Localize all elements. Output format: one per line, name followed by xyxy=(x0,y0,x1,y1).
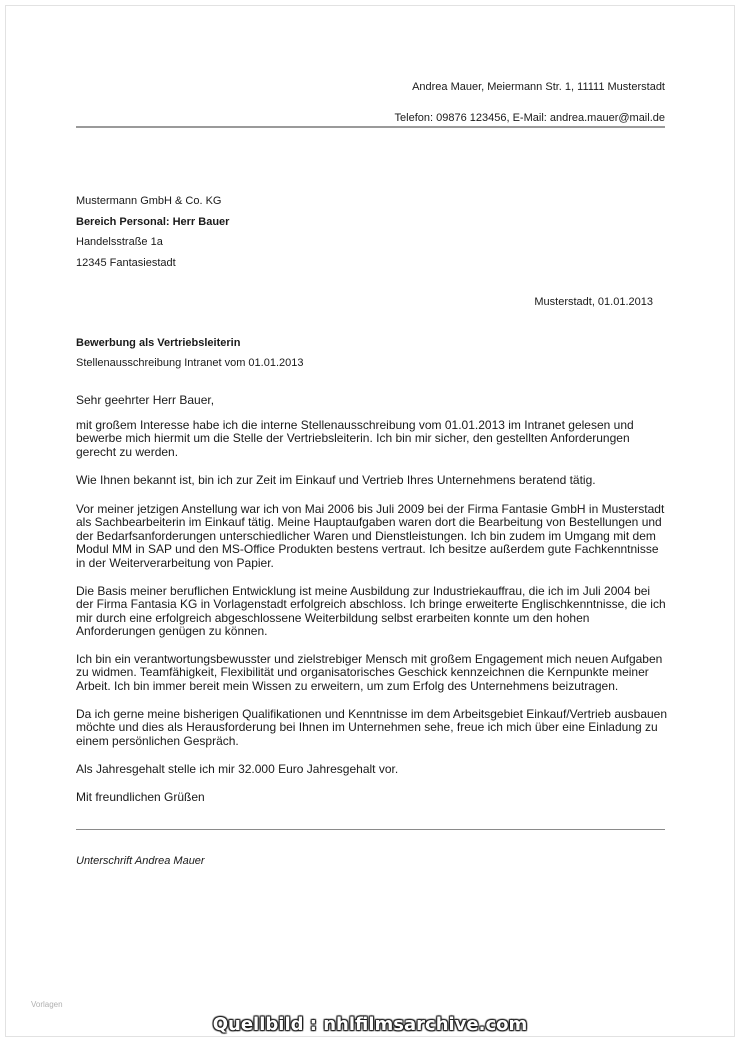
paragraph-previous-job: Vor meiner jetzigen Anstellung war ich von Mai 2006 bis Juli 2009 bei der Firma Fantasie GmbH in Musterstadt als Sachbearbeiterin im Einkauf tätig. Meine Hauptaufgaben waren dort die Bearbeitung von Bestellungen und der Bedarfsanforderungen unterschiedlicher Waren und Dienstleistungen. Ich bin zudem im Umgang mit dem Modul MM in SAP und den MS-Office Produkten bestens vertraut. Ich besitze außerdem gute Fachkenntnisse in der Weiterverarbeitung von Papier. xyxy=(76,502,665,570)
header-divider xyxy=(76,126,665,128)
template-mark: Vorlagen xyxy=(31,1000,63,1009)
paragraph-intro: mit großem Interesse habe ich die interne Stellenausschreibung vom 01.01.2013 im Intranet gelesen und bewerbe mich hiermit um die Stelle der Vertriebsleiterin. Ich bin mir sicher, den gestellten Anforderungen gerecht zu werden. xyxy=(76,418,634,459)
subject-title: Bewerbung als Vertriebsleiterin xyxy=(76,337,241,349)
paragraph-education: Die Basis meiner beruflichen Entwicklung ist meine Ausbildung zur Industriekauffrau, die ich im Juli 2004 bei der Firma Fantasia KG in Vorlagenstadt erfolgreich abschloss. Ich bringe erweiterte Englischkenntnisse, die ich mir durch eine erfolgreich abgeschlossene Weiterbildung selbst erarbeiten konnte um den hohen Anforderungen genügen zu können. xyxy=(76,584,666,639)
subject-reference: Stellenausschreibung Intranet vom 01.01.2013 xyxy=(76,357,304,369)
recipient-department: Bereich Personal: Herr Bauer xyxy=(76,216,230,228)
paragraph-salary: Als Jahresgehalt stelle ich mir 32.000 Euro Jahresgehalt vor. xyxy=(76,762,399,776)
recipient-company: Mustermann GmbH & Co. KG xyxy=(76,195,222,207)
paragraph-motivation: Da ich gerne meine bisherigen Qualifikationen und Kenntnisse im dem Arbeitsgebiet Einkauf/Vertrieb ausbauen möchte und dies als Herausforderung bei Ihnen im Unternehmen sehe, freue ich mich über eine Einladung zu einem persönlichen Gespräch. xyxy=(76,707,668,748)
signature: Unterschrift Andrea Mauer xyxy=(76,855,205,867)
salutation: Sehr geehrter Herr Bauer, xyxy=(76,393,215,407)
date-line: Musterstadt, 01.01.2013 xyxy=(534,296,653,308)
sender-contact: Telefon: 09876 123456, E-Mail: andrea.mauer@mail.de xyxy=(394,112,665,124)
recipient-city: 12345 Fantasiestadt xyxy=(76,257,176,269)
source-watermark: Quellbild : nhlfilmsarchive.com xyxy=(212,1014,528,1035)
sender-address: Andrea Mauer, Meiermann Str. 1, 11111 Musterstadt xyxy=(412,81,665,93)
closing: Mit freundlichen Grüßen xyxy=(76,790,205,804)
paragraph-personality: Ich bin ein verantwortungsbewusster und zielstrebiger Mensch mit großem Engagement mich neuen Aufgaben zu widmen. Teamfähigkeit, Flexibilität und organisatorisches Geschick kennzeichnen die Kernpunkte meiner Arbeit. Ich bin immer bereit mein Wissen zu erweitern, um zum Erfolg des Unternehmens beizutragen. xyxy=(76,652,663,693)
paragraph-current-position: Wie Ihnen bekannt ist, bin ich zur Zeit im Einkauf und Vertrieb Ihres Unternehmens beratend tätig. xyxy=(76,473,596,487)
signature-line xyxy=(76,829,665,830)
recipient-street: Handelsstraße 1a xyxy=(76,236,163,248)
